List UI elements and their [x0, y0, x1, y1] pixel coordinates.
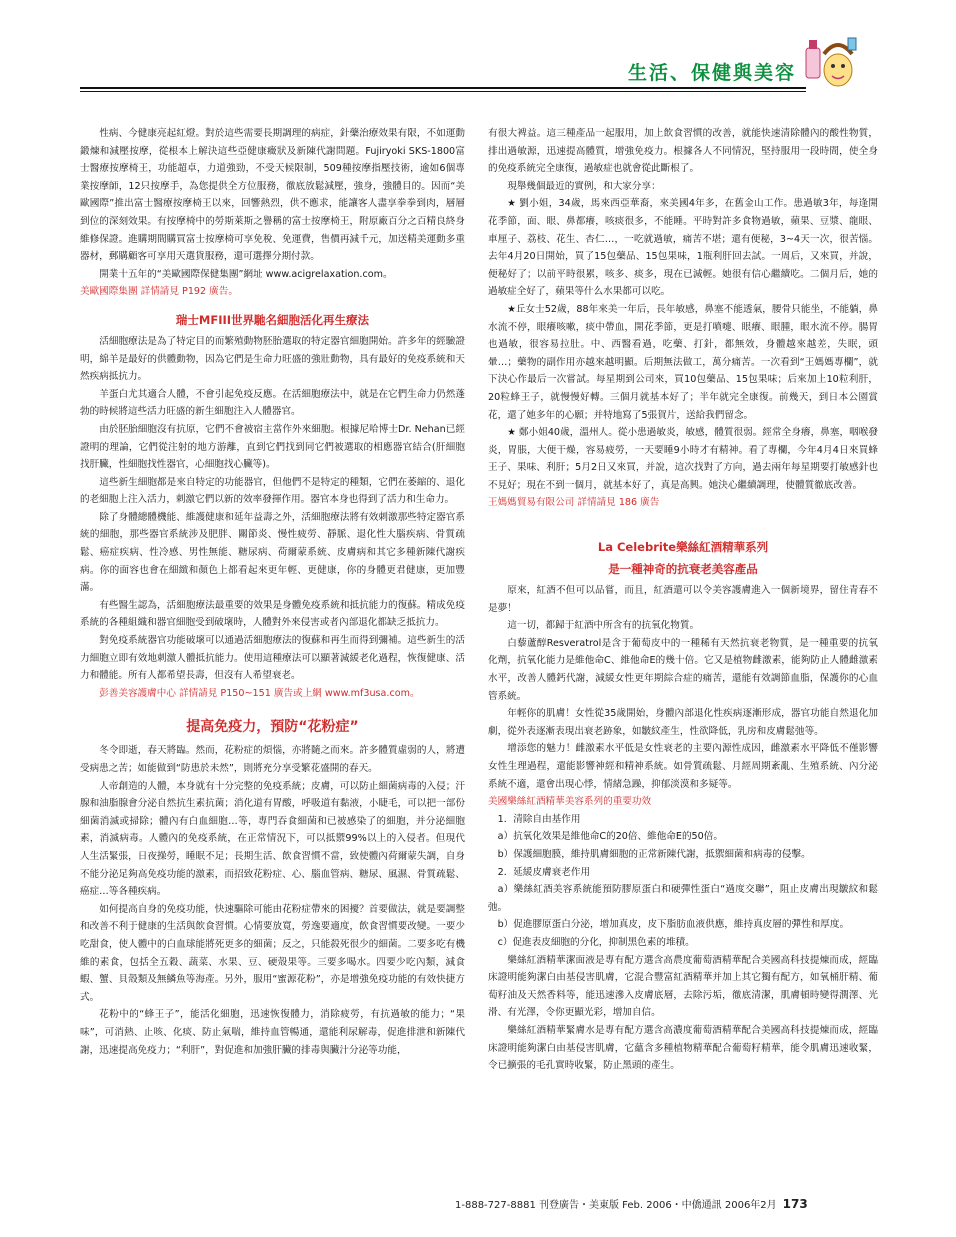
effects-list [488, 811, 878, 952]
mfiii-paragraph: 羊蛋白尤其適合人體，不會引起免疫反應。在活細胞療法中，就是在它們生命力仍然蓬勃的時候將這些活力旺盛的新生細胞注入人體器官。 [80, 388, 465, 418]
article-heading-wine: La Celebrite樂絲紅酒精華系列 [597, 540, 769, 555]
wine-paragraph: 年輕你的肌膚！女性從35歲開始，身體內部退化性疾病逐漸形成，器官功能自然退化加劇，從外表逐漸表現出衰老跡象，如皺紋產生，性欲降低，乳房和皮膚鬆弛等。 [488, 708, 878, 737]
pollen-paragraph: 人帝創造的人體，本身就有十分完整的免疫系統；皮膚，可以防止細菌病毒的入侵；汗腺和油脂腺會分泌自然抗生素抗菌；消化道有胃酸，呼吸道有黏液，小睫毛，可以把一部份細菌消滅或掃除；體內有白血細胞…等，專門吞食細菌和已被感染了的細胞，并分泌細胞素，消滅病毒。人體內的免疫系統，在正常情況下，可以抵禦99%以上的入侵者。但現代人生活緊張，日夜操勞，睡眠不足；長期生活、飲食習慣不當，致使體內荷爾蒙失調，自身不能分泌足夠高免疫功能的激素，而招致花粉症、心、腦血管病、糖尿、風濕、骨質疏鬆、癌症…等各種疾病。 [80, 780, 465, 898]
ad-reference-2: 彭善美容護膚中心 詳情請見 P150~151 廣告或上網 www.mf3usa.com。 [99, 687, 420, 699]
page-footer [455, 1196, 808, 1211]
mfiii-paragraph: 對免疫系統器官功能破壞可以通過活細胞療法的復蘇和再生而得到彌補。這些新生的活力細胞立即有效地刺激人體抵抗能力。使用這種療法可以顯著減緩老化過程，恢復健康、活力和體能。所有人都希望長壽，但沒有人希望衰老。 [80, 635, 465, 682]
product-paragraph: 樂絲紅酒精華緊膚水是專有配方選含高濃度葡萄酒精華配合美國高科技提煉而成，經臨床證明能夠潔白由基侵害肌膚，它蘊含多種植物精華配合葡萄籽精華，能令肌膚迅速收緊，令已擴張的毛孔實時收緊，防止黑頭的產生。 [488, 1024, 878, 1072]
mfiii-paragraph: 除了身體總體機能、維護健康和延年益壽之外，活細胞療法將有效刺激那些特定器官系統的細胞，那些器官系統涉及肥胖、關節炎、慢性疲勞、靜脈、退化性大腦疾病、骨質疏鬆、癌症疾病、性冷感、男性無能、糖尿病、荷爾蒙系統、皮膚病和其它多種新陳代謝疾病。你的面容也會在細緻和顏色上都看起來更年輕、更健康，你的身體更君健康，更加豐滿。 [80, 511, 465, 594]
pollen-paragraph: 冬令即逝，春天將臨。然而，花粉症的煩惱，亦將隨之而來。許多體質虛弱的人，將遭受病患之苦；如能做到“防患於未然”，則將充分享受繁花盛開的春天。 [80, 745, 465, 774]
mfiii-paragraph: 有些醫生認為，活細胞療法最重要的效果是身體免疫系統和抵抗能力的復蘇。精成免疫系統的各種組織和器官細胞受到破壞時，人體對外來侵害或者內部退化都缺乏抵抗力。 [80, 599, 465, 629]
effects-title: 美國樂絲紅酒精華美容系列的重要功效 [488, 796, 652, 808]
article-subheading-wine: 是一種神奇的抗衰老美容產品 [608, 562, 758, 577]
pollen-paragraph: 如何提高自身的免疫功能，快速驅除可能由花粉症帶來的困擾？首要做法，就是要調整和改善不利于健康的生活與飲食習慣。心情要放寬，勞逸要適度，飲食習慣要改變。一要少吃甜食，使人體中的白血球能將死更多的細菌；反之，只能殺死很少的細菌。二要多吃有機維的素食，包括全五穀、蔬菜、水果、豆、硬殼果等。三要多喝水。四要少吃內類，減食蝦、蟹、貝殼類及無鱗魚等海產。另外，服用“蜜源花粉”，亦是增強免疫功能的有效快捷方式。 [80, 903, 465, 1003]
article-heading-mfiii: 瑞士MFIII世界馳名細胞活化再生療法 [175, 312, 370, 327]
article-heading-pollen: 提高免疫力，預防“花粉症” [186, 719, 359, 736]
cases-intro: 現舉幾個最近的實例，和大家分享： [507, 180, 661, 192]
ad-reference-3: 王媽媽貿易有限公司 詳情請見 186 廣告 [488, 497, 660, 509]
effects-item: a）抗氧化效果是維他命C的20倍、維他命E的50倍。 [497, 831, 723, 843]
page-header [0, 0, 956, 100]
wine-paragraph: 原來，紅酒不但可以品嘗，而且，紅酒還可以令美容護膚進入一個新境界，留住青春不是夢！ [488, 585, 878, 614]
product-paragraph: 樂絲紅酒精華潔面液是專有配方選含高農度葡萄酒精華配合美國高科技提煉而成，經臨床證明能夠潔白由基侵害肌膚，它混合豐富紅酒精華并加上其它獨有配方，如氧桶肝精、葡萄籽油及天然香料等，能迅速滲入皮膚底層，去除污垢，徹底清潔，肌膚頓時變得潤澤、光滑、有光澤，令你更顯光彩，增加自信。 [488, 954, 878, 1019]
left-column [80, 125, 465, 1059]
wine-paragraph: 增添您的魅力！雌激素水平低是女性衰老的主要內源性成因，雌激素水平降低不僅影響女性生理過程，還能影響神經和精神系統。如骨質疏鬆、月經周期紊亂、生殖系統、內分泌系統不適，還會出現心悸，情緒急躁，抑郁淡漠和多疑等。 [488, 743, 878, 790]
pollen-paragraph: 花粉中的“蜂王子”，能活化細胞，迅速恢復體力，消除疲勞，有抗過敏的能力；“果味”，可消熱、止咳、化痰、防止氣喘，維持血管暢通，還能利尿解毒，促進排泄和新陳代謝，迅速提高免疫力；“利肝”，對促進和加強肝臟的排毒與臟汁分泌等功能， [80, 1009, 465, 1056]
effects-item: 1．清除自由基作用 [497, 813, 581, 825]
wine-paragraph: 這一切，都歸于紅酒中所含有的抗氧化物質。 [507, 620, 700, 632]
header-rule [80, 87, 806, 89]
effects-item: b）保護細胞膜，維持肌膚細胞的正常新陳代謝，抵禦細菌和病毒的侵擊。 [497, 848, 811, 860]
intro-website: 開業十五年的“美歐國際保健集團”網址 www.acigrelaxation.com。 [99, 268, 393, 280]
page-number: 173 [782, 1197, 808, 1211]
section-title: 生活、保健與美容 [627, 62, 796, 84]
pollen-continued: 有很大裨益。這三種產品一起服用，加上飲食習慣的改善，就能快速清除體內的酸性物質，排出過敏源，迅速提高體質，增強免疫力。根據各人不同情況，堅持服用一段時間，使全身的免疫系統完全康復，過敏症也就會從此斷根了。 [488, 128, 878, 175]
intro-paragraph: 性病、今健康亮起紅燈。對於這些需要長期調理的病症，針藥治療效果有限，不如運動鍛煉和減壓按摩，從根本上解決這些亞健康癥狀及新陳代謝問題。Fujiryoki SKS-1800富士醫療按摩椅王，功能超卓，力道強勁，不受天候限制，509種按摩指壓技術，逾如6個專業按摩師，12只按摩手，為您提供全方位服務，徹底放鬆減壓，強身，強體目的。因而“美歐國際”推出富士醫療按摩椅王以來，回響熱烈，供不應求，能讓客人盡享拳拳到肉，層層到位的深刻效果。有按摩椅中的勞斯萊斯之譽稱的富士按摩椅王，附原廠百分之百精良終身維修保證。進購期間購買富士按摩椅可享免稅、免運費，售價再減千元，加送精美運動多重器材，郵購顧客可享用天選貨服務，還可選擇分期付款。 [80, 128, 465, 263]
footer-text: 1-888-727-8881 刊登廣告・美東版 Feb. 2006・中僑通訊 2006年2月 [455, 1200, 777, 1211]
header-rule-thin [80, 91, 806, 92]
case-paragraph: ★ 鄭小姐40歲，溫州人。從小患過敏炎，敏感，體質很弱。經常全身癢，鼻塞，咽喉發炎，胃脹，大便干燥，容易疲勞，一天要睡9小時才有精神。看了專欄，今年4月4日來買蜂王子、果味、利肝；5月2日又來買，并說，這次找對了方向，過去兩年每星期要打敏感針也不見好；現在不到一個月，就基本好了，真是高興。她決心繼續調理，使體質徹底改善。 [488, 427, 878, 491]
wine-paragraph: 白藜蘆醇Resveratrol是含于葡萄皮中的一種稀有天然抗衰老物質，是一種重要的抗氧化劑，抗氧化能力是維他命C、維他命E的幾十倍。它又是植物雌激素，能夠防止人體雌激素水平，改善人體鈣代謝，減緩女性更年期綜合症的痛苦，還能有效調節血脂，保護你的心血管系統。 [488, 637, 878, 702]
right-column [488, 125, 878, 1075]
mfiii-paragraph: 活細胞療法是為了特定目的而繁殖動物胚胎選取的特定器官細胞開始。許多年的經驗證明，綿羊是最好的供體動物，因為它們是生命力旺盛的強壯動物，具有最好的免疫系統和天然疾病抵抗力。 [80, 335, 465, 383]
effects-item: a）樂絲紅酒美容系統能預防膠原蛋白和硬彈性蛋白“過度交聯”，阻止皮膚出現皺紋和鬆弛。 [488, 884, 878, 913]
case-paragraph: ★丘女士52歲，88年來美一年后，長年敏感，鼻塞不能透氣，腰骨只能坐，不能躺，鼻水流不停，眼癢咳嗽，痰中帶血，開花季節，更是打噴嚏、眼癢、眼腫，眼水流不停。腸胃也過敏，很容易拉肚。中、西醫看過，吃藥、打針，都無效，身體越來越差，失眠，頭暈…；藥物的副作用亦越來越明顯。后期無法做工，萬分痛苦。一次看到“王媽媽專欄”，就下決心作最后一次嘗試。每星期到公司來，買10包藥品、15包果味；后來加上10粒利肝，20粒蜂王子，就慢慢好轉。三個月就基本好了；半年就完全康復。前幾天，到日本公園賞花，還了她多年的心願；并特地寫了5張賀片，送給我們留念。 [488, 303, 878, 421]
effects-item: 2．延緩皮膚衰老作用 [497, 866, 591, 878]
case-paragraph: ★ 劉小姐，34歲，馬來西亞華裔，來美國4年多，在舊金山工作。患過敏3年，每逢開花季節，面、眼、鼻都癢，咳痰很多，不能睡。平時對許多食物過敏，蘋果、豆漿、龍眼、車厘子、荔枝、花生、杏仁…，一吃就過敏，痛苦不堪；還有便秘，3~4天一次，很苦惱。去年4月20日開始，買了15包藥品、15包果味，1瓶利肝回去試。一周后，又來買，并說，便秘好了；以前平時很累，咳多、痰多，現在已減輕。她很有信心繼續吃。二個月后，她的過敏症全好了，蘋果等什么水果都可以吃。 [488, 198, 878, 298]
cosmetics-illustration-icon [800, 30, 860, 94]
mfiii-paragraph: 由於胚胎細胞沒有抗原，它們不會被宿主當作外來細胞。根據尼哈博士Dr. Nehan已經證明的理論，它們從注射的地方游離，直到它們找到同它們被選取的相應器官結合(肝細胞找肝臟，性細胞找性器官，心細胞找心臟等)。 [80, 423, 465, 471]
mfiii-paragraph: 這些新生細胞都是來自特定的功能器官，但他們不是特定的種類，它們在萎縮的、退化的老細胞上注入活力，刺激它們以新的效率發揮作用。器官本身也得到了活力和生命力。 [80, 476, 465, 506]
effects-item: b）促進膠原蛋白分泌，增加真皮，皮下脂肪血液供應，維持真皮層的彈性和厚度。 [497, 919, 850, 931]
ad-reference-1: 美歐國際集團 詳情請見 P192 廣告。 [80, 286, 238, 298]
effects-item: c）促進表皮細胞的分化，抑制黑色素的堆積。 [497, 936, 695, 948]
